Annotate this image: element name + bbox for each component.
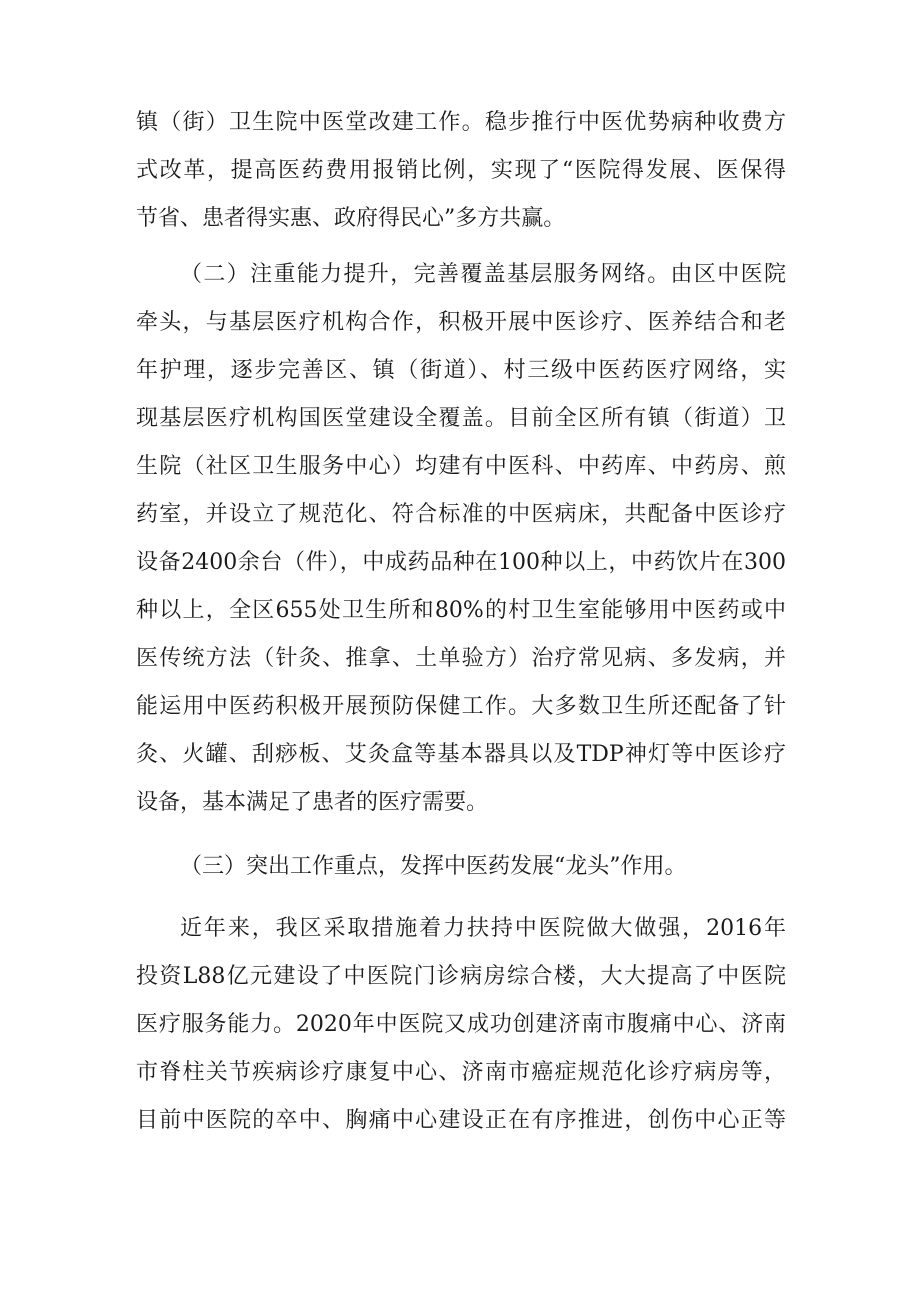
text-line: 目前中医院的卒中、胸痛中心建设正在有序推进，创伤中心正等 (136, 1108, 786, 1133)
text-line: 年护理，逐步完善区、镇（街道）、村三级中医药医疗网络，实 (136, 358, 786, 383)
text-line: 设备2400余台（件），中成药品种在100种以上，中药饮片在300 (136, 550, 786, 575)
text-line: 种以上，全区655处卫生所和80%的村卫生室能够用中医药或中 (136, 598, 786, 623)
text-line: 市脊柱关节疾病诊疗康复中心、济南市癌症规范化诊疗病房等， (136, 1060, 786, 1085)
text-line: 镇（街）卫生院中医堂改建工作。稳步推行中医优势病种收费方 (136, 110, 786, 135)
text-line: 牵头，与基层医疗机构合作，积极开展中医诊疗、医养结合和老 (136, 310, 786, 335)
text-line: 设备，基本满足了患者的医疗需要。 (136, 790, 489, 815)
text-line: 近年来，我区采取措施着力扶持中医院做大做强，2016年 (180, 916, 786, 941)
paragraph-heading: （二）注重能力提升，完善覆盖基层服务网络。由区中医院 (180, 262, 786, 287)
text-line: 式改革，提高医药费用报销比例，实现了“医院得发展、医保得 (136, 158, 786, 183)
text-line: 节省、患者得实惠、政府得民心”多方共赢。 (136, 206, 566, 231)
section-heading: （三）突出工作重点，发挥中医药发展“龙头”作用。 (180, 854, 687, 879)
text-line: 医传统方法（针灸、推拿、土单验方）治疗常见病、多发病，并 (136, 646, 786, 671)
text-line: 现基层医疗机构国医堂建设全覆盖。目前全区所有镇（街道）卫 (136, 406, 786, 431)
text-line: 灸、火罐、刮痧板、艾灸盒等基本器具以及TDP神灯等中医诊疗 (136, 742, 786, 767)
text-line: 药室，并设立了规范化、符合标准的中医病床，共配备中医诊疗 (136, 502, 786, 527)
text-line: 投资L88亿元建设了中医院门诊病房综合楼，大大提高了中医院 (136, 964, 786, 989)
text-line: 生院（社区卫生服务中心）均建有中医科、中药库、中药房、煎 (136, 454, 786, 479)
text-line: 能运用中医药积极开展预防保健工作。大多数卫生所还配备了针 (136, 694, 786, 719)
text-line: 医疗服务能力。2020年中医院又成功创建济南市腹痛中心、济南 (136, 1012, 786, 1037)
